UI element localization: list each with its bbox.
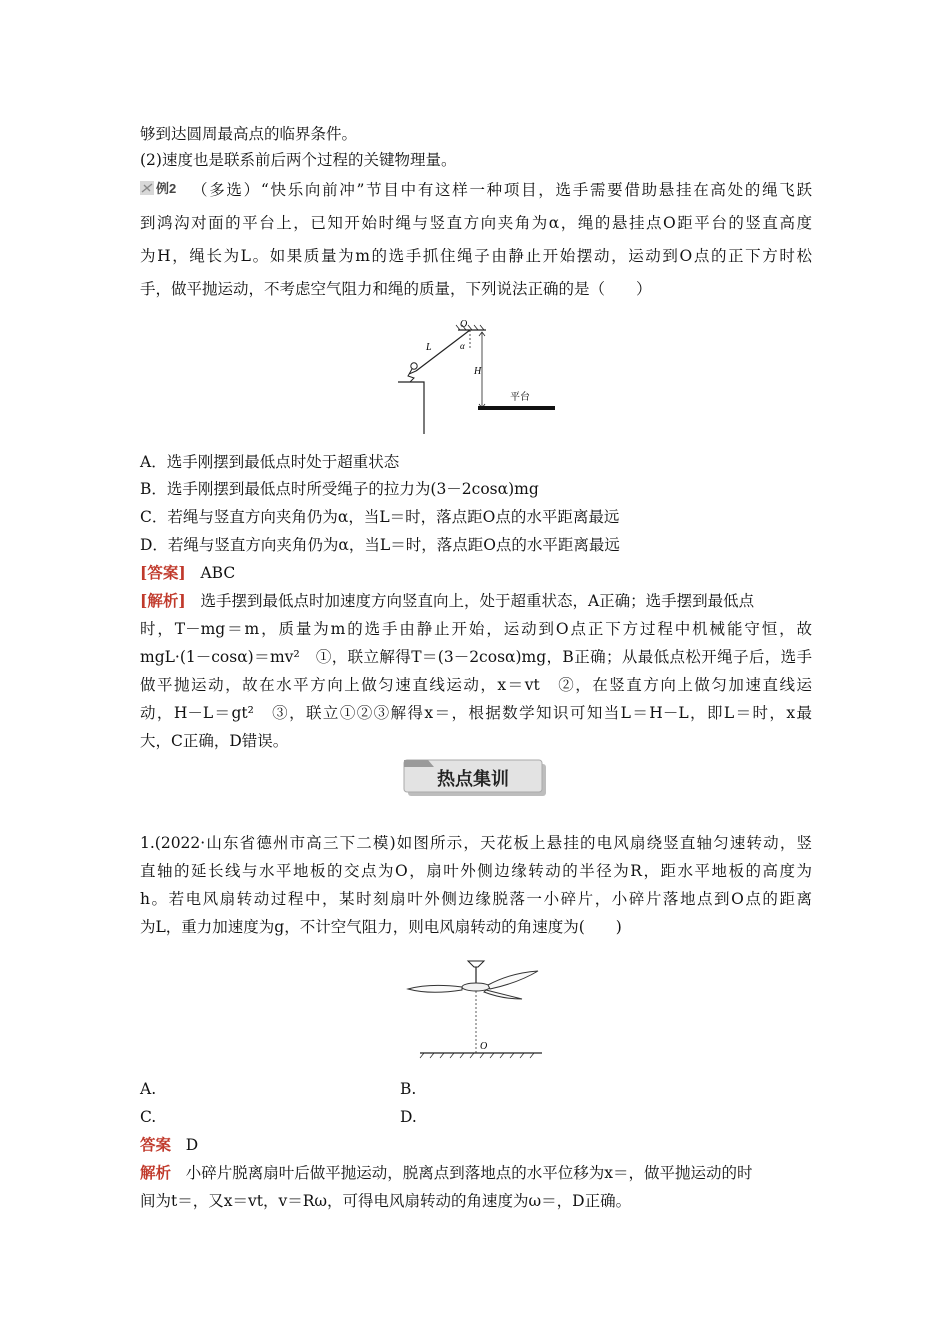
q1-answer [140, 1135, 198, 1155]
example2-analysis-line-5: 动，H－L＝gt² ③，联立①②③解得x＝，根据数学知识可知当L＝H－L，即L＝时，x最 [140, 704, 812, 722]
example-badge-label: 例2 [156, 181, 177, 196]
analysis-label: [解析] [140, 591, 186, 610]
section-banner-title: 热点集训 [437, 769, 509, 790]
example2-analysis-line-3: mgL·(1－cosα)＝mv² ①，联立解得T＝(3－2cosα)mg，B正确；从最低点松开绳子后，选手 [140, 648, 812, 666]
q1-analysis-line-2: 间为t＝，又x＝vt，v＝Rω，可得电风扇转动的角速度为ω＝，D正确。 [140, 1192, 632, 1210]
intro-line-1: 够到达圆周最高点的临界条件。 [140, 125, 358, 143]
label-platform: 平台 [510, 392, 530, 403]
fan-blade-left [408, 985, 462, 992]
example2-question-line-4: 手，做平抛运动，不考虑空气阻力和绳的质量，下列说法正确的是（ ） [140, 280, 652, 298]
example2-question-line-1: （多选）“快乐向前冲”节目中有这样一种项目，选手需要借助悬挂在高处的绳飞跃 [192, 181, 812, 199]
answer-value: ABC [200, 564, 236, 582]
example2-answer [140, 563, 235, 583]
intro-line-2: (2)速度也是联系前后两个过程的关键物理量。 [140, 151, 457, 169]
label-l: L [426, 342, 432, 353]
section-banner [402, 756, 548, 798]
fan-label-o: O [480, 1041, 488, 1052]
q1-line-2: 直轴的延长线与水平地板的交点为O，扇叶外侧边缘转动的半径为R，距水平地板的高度为 [140, 862, 812, 880]
label-h: H [474, 366, 482, 377]
example2-analysis-line-6: 大，C正确，D错误。 [140, 732, 289, 750]
example2-question-line-2: 到鸿沟对面的平台上，已知开始时绳与竖直方向夹角为α，绳的悬挂点O距平台的竖直高度 [140, 214, 812, 232]
fan-blade-right [488, 971, 538, 989]
fan-figure [400, 955, 550, 1063]
cliff [398, 382, 424, 434]
example2-analysis-line-4: 做平抛运动，故在水平方向上做匀速直线运动，x＝vt ②，在竖直方向上做匀加速直线运 [140, 676, 812, 694]
example2-option-c: C．若绳与竖直方向夹角仍为α，当L＝时，落点距O点的水平距离最远 [140, 508, 620, 526]
q1-line-1: 1.(2022·山东省德州市高三下二模)如图所示，天花板上悬挂的电风扇绕竖直轴匀速转动，竖 [140, 834, 812, 852]
example2-option-b: B．选手刚摆到最低点时所受绳子的拉力为(3－2cosα)mg [140, 480, 539, 498]
example2-question-line-3: 为H，绳长为L。如果质量为m的选手抓住绳子由静止开始摆动，运动到O点的正下方时松 [140, 247, 812, 265]
fan-blade-front [484, 990, 522, 999]
q1-option-c: C. [140, 1108, 157, 1126]
q1-line-4: 为L，重力加速度为g，不计空气阻力，则电风扇转动的角速度为( ) [140, 918, 622, 936]
example2-analysis-line-2: 时，T－mg＝m，质量为m的选手由静止开始，运动到O点正下方过程中机械能守恒，故 [140, 620, 812, 638]
q1-answer-value: D [185, 1136, 199, 1154]
label-alpha: α [460, 341, 465, 351]
q1-option-d: D. [400, 1108, 417, 1126]
q1-line-3: h。若电风扇转动过程中，某时刻扇叶外侧边缘脱落一小碎片，小碎片落地点到O点的距离 [140, 890, 812, 908]
example2-option-d: D．若绳与竖直方向夹角仍为α，当L＝时，落点距O点的水平距离最远 [140, 536, 620, 554]
q1-option-b: B. [400, 1080, 417, 1098]
q1-option-a: A. [140, 1080, 157, 1098]
example2-option-a: A．选手刚摆到最低点时处于超重状态 [140, 453, 400, 471]
q1-analysis-line-1 [140, 1163, 812, 1183]
q1-answer-label: 答案 [140, 1135, 172, 1154]
example-badge [140, 179, 184, 197]
q1-analysis-label: 解析 [140, 1163, 172, 1182]
q1-analysis-text-1: 小碎片脱离扇叶后做平抛运动，脱离点到落地点的水平位移为x＝，做平抛运动的时 [185, 1164, 753, 1182]
analysis-text-1: 选手摆到最低点时加速度方向竖直向上，处于超重状态，A正确；选手摆到最低点 [200, 592, 755, 610]
example2-analysis-line-1 [140, 591, 812, 611]
player [411, 363, 417, 369]
label-o: O [460, 319, 468, 330]
swing-figure [390, 316, 560, 436]
answer-label: [答案] [140, 563, 186, 582]
